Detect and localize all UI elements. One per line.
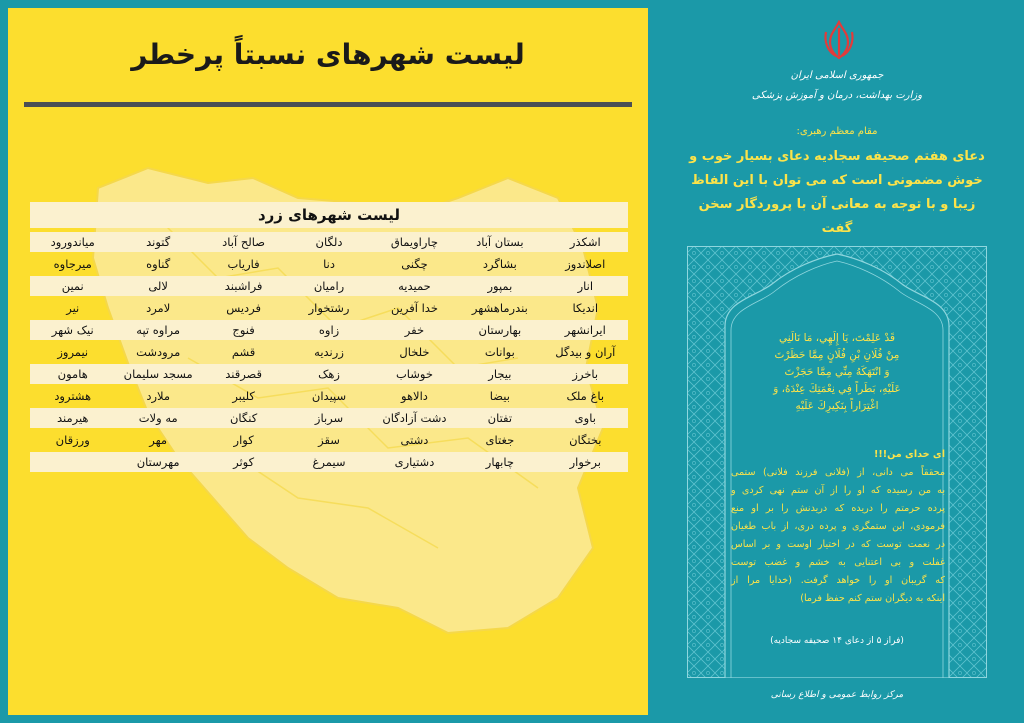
- city-cell: سپیدان: [311, 389, 347, 403]
- city-cell: بیضا: [489, 389, 510, 403]
- city-cell: زرندیه: [314, 345, 344, 359]
- city-cell: زهک: [286, 364, 371, 384]
- city-cell: رشتخوار: [308, 301, 350, 315]
- city-cell: بشاگرد: [482, 257, 517, 271]
- arabic-line: قَدْ عَلِمْتَ، يَا إِلَهِي، مَا نَالَنِي: [778, 332, 895, 344]
- city-cell: میرجاوه: [53, 257, 92, 271]
- city-cell: صالح آباد: [201, 232, 286, 252]
- city-cell: دلگان: [286, 232, 371, 252]
- city-cell: چابهار: [457, 452, 542, 472]
- city-cell: اصلاندوز: [565, 257, 606, 271]
- city-cell: رامیان: [286, 276, 371, 296]
- city-cell: نیر: [66, 301, 80, 315]
- city-cell: دشتی: [400, 433, 429, 447]
- table-row: [30, 386, 628, 406]
- city-cell: سقز: [318, 433, 340, 447]
- city-cell: لامرد: [146, 301, 171, 315]
- table-row: [30, 254, 628, 274]
- city-cell: خوشاب: [372, 364, 457, 384]
- table-row: [30, 364, 628, 384]
- teal-panel: [657, 8, 1017, 715]
- translation-line: که گریبان او را خواهد گرفت. (خدایا مرا از: [731, 575, 945, 586]
- source-citation: (فراز ۵ از دعای ۱۴ صحیفه سجادیه): [770, 636, 904, 646]
- city-cell: فاریاب: [227, 257, 260, 271]
- city-cell: گتوند: [115, 232, 200, 252]
- translation-line: به من رسیده که او را از آن ستم نهی کردی و: [731, 485, 945, 496]
- city-cell: باوی: [543, 408, 628, 428]
- arabic-line: عَلَيْهِ، بَطَراً فِي نِعْمَتِكَ عِنْدَهُ، وَ: [773, 383, 901, 395]
- city-cell: آران و بیدگل: [555, 345, 616, 359]
- city-cell: برخوار: [543, 452, 628, 472]
- city-cell: سیمرغ: [286, 452, 371, 472]
- city-cell: ملارد: [146, 389, 171, 403]
- translation-line: فرمودی، این ستمگری و پرده دری، از باب طغیان: [731, 521, 945, 532]
- city-cell: اندیکا: [572, 301, 599, 315]
- arabic-prayer-text: [735, 330, 939, 415]
- translation-line: پرده حرمتم را دریده که دریدنش را بر او منع: [731, 503, 945, 514]
- city-cell: قشم: [231, 345, 256, 359]
- city-cell: کوار: [233, 433, 254, 447]
- city-cell: اشکذر: [543, 232, 628, 252]
- city-cell: [30, 452, 115, 472]
- city-cell: کلیبر: [232, 389, 255, 403]
- city-cell: هشترود: [54, 389, 92, 403]
- table-row: [30, 342, 628, 362]
- footer-credit: مرکز روابط عمومی و اطلاع رسانی: [770, 690, 904, 700]
- translation-line: ای خدای من!!!: [874, 449, 945, 460]
- gov-line-ministry: وزارت بهداشت، درمان و آموزش پزشکی: [751, 90, 923, 101]
- city-cell: مرودشت: [136, 345, 181, 359]
- leader-label: مقام معظم رهبری:: [796, 126, 878, 137]
- city-cell: سرباز: [286, 408, 371, 428]
- city-cell: لالی: [115, 276, 200, 296]
- city-cell: مهر: [149, 433, 168, 447]
- table-row: [30, 232, 628, 252]
- city-cell: بوانات: [484, 345, 515, 359]
- city-cell: ایرانشهر: [543, 320, 628, 340]
- table-row: [30, 408, 628, 428]
- city-cell: بستان آباد: [457, 232, 542, 252]
- arabic-line: مِنْ فُلَانِ بْنِ فُلَانٍ مِمَّا حَظَرْتَ: [774, 349, 900, 361]
- city-cell: کنگان: [201, 408, 286, 428]
- city-cell: هامون: [30, 364, 115, 384]
- city-cell: فنوج: [201, 320, 286, 340]
- city-cell: حمیدیه: [372, 276, 457, 296]
- city-cell: تفتان: [457, 408, 542, 428]
- cities-grid: [30, 230, 628, 474]
- table-row: [30, 320, 628, 340]
- city-cell: بمپور: [457, 276, 542, 296]
- table-row: [30, 430, 628, 450]
- yellow-panel: [8, 8, 648, 715]
- city-cell: بهارستان: [457, 320, 542, 340]
- city-cell: کوثر: [201, 452, 286, 472]
- gov-line-country: جمهوری اسلامی ایران: [790, 70, 884, 81]
- city-cell: مه ولات: [115, 408, 200, 428]
- persian-translation: [731, 446, 945, 608]
- city-cell: گناوه: [146, 257, 171, 271]
- translation-line: محققاً می دانی، از (فلانی فرزند فلانی) ستمی: [731, 467, 945, 478]
- city-cell: فردیس: [226, 301, 262, 315]
- yellow-cities-table: [30, 202, 628, 474]
- city-cell: زاوه: [286, 320, 371, 340]
- city-cell: مهرستان: [115, 452, 200, 472]
- city-cell: قصرقند: [201, 364, 286, 384]
- city-cell: چاراویماق: [372, 232, 457, 252]
- city-cell: نیمروز: [57, 345, 89, 359]
- table-row: [30, 298, 628, 318]
- city-cell: فراشبند: [201, 276, 286, 296]
- city-cell: میاندورود: [30, 232, 115, 252]
- city-cell: بندرماهشهر: [471, 301, 528, 315]
- city-cell: بیجار: [457, 364, 542, 384]
- table-row: [30, 452, 628, 472]
- city-cell: دشتیاری: [372, 452, 457, 472]
- page-title: لیست شهرهای نسبتاً پرخطر: [131, 38, 525, 71]
- translation-line: غفلت و بی اعتنایی به خشم و غضب توست: [731, 557, 945, 568]
- city-cell: دالاهو: [401, 389, 428, 403]
- city-cell: بختگان: [569, 433, 602, 447]
- city-cell: ورزقان: [55, 433, 90, 447]
- city-cell: خفر: [372, 320, 457, 340]
- leader-quote: دعای هفتم صحیفه سجادیه دعای بسیار خوب و خوش مضمونی است که می توان با این الفاظ زیبا و با توجه به معانی آن با پروردگار سخن گفت: [689, 149, 985, 236]
- city-cell: خلخال: [399, 345, 430, 359]
- city-cell: هیرمند: [30, 408, 115, 428]
- table-row: [30, 276, 628, 296]
- city-cell: مراوه تپه: [115, 320, 200, 340]
- title-divider: [24, 102, 632, 107]
- city-cell: مسجد سلیمان: [115, 364, 200, 384]
- city-cell: دنا: [323, 257, 335, 271]
- city-cell: نمین: [30, 276, 115, 296]
- table-title: لیست شهرهای زرد: [30, 202, 628, 228]
- city-cell: جغتای: [485, 433, 515, 447]
- iran-emblem-icon: [822, 20, 856, 60]
- city-cell: دشت آزادگان: [372, 408, 457, 428]
- city-cell: نیک شهر: [30, 320, 115, 340]
- translation-line: در نعمت توست که در اختیار اوست و بر اساس: [731, 539, 945, 550]
- arabic-line: اغْتِرَاراً بِنَكِيرِكَ عَلَيْهِ: [795, 400, 879, 412]
- city-cell: خدا آفرین: [390, 301, 438, 315]
- arabic-line: وَ انْتَهَكَهُ مِنِّي مِمَّا حَجَزْتَ: [784, 366, 890, 378]
- city-cell: باغ ملک: [566, 389, 605, 403]
- translation-line: اینکه به دیگران ستم کنم حفظ فرما): [800, 593, 945, 604]
- city-cell: باخرز: [543, 364, 628, 384]
- city-cell: چگنی: [401, 257, 428, 271]
- city-cell: انار: [543, 276, 628, 296]
